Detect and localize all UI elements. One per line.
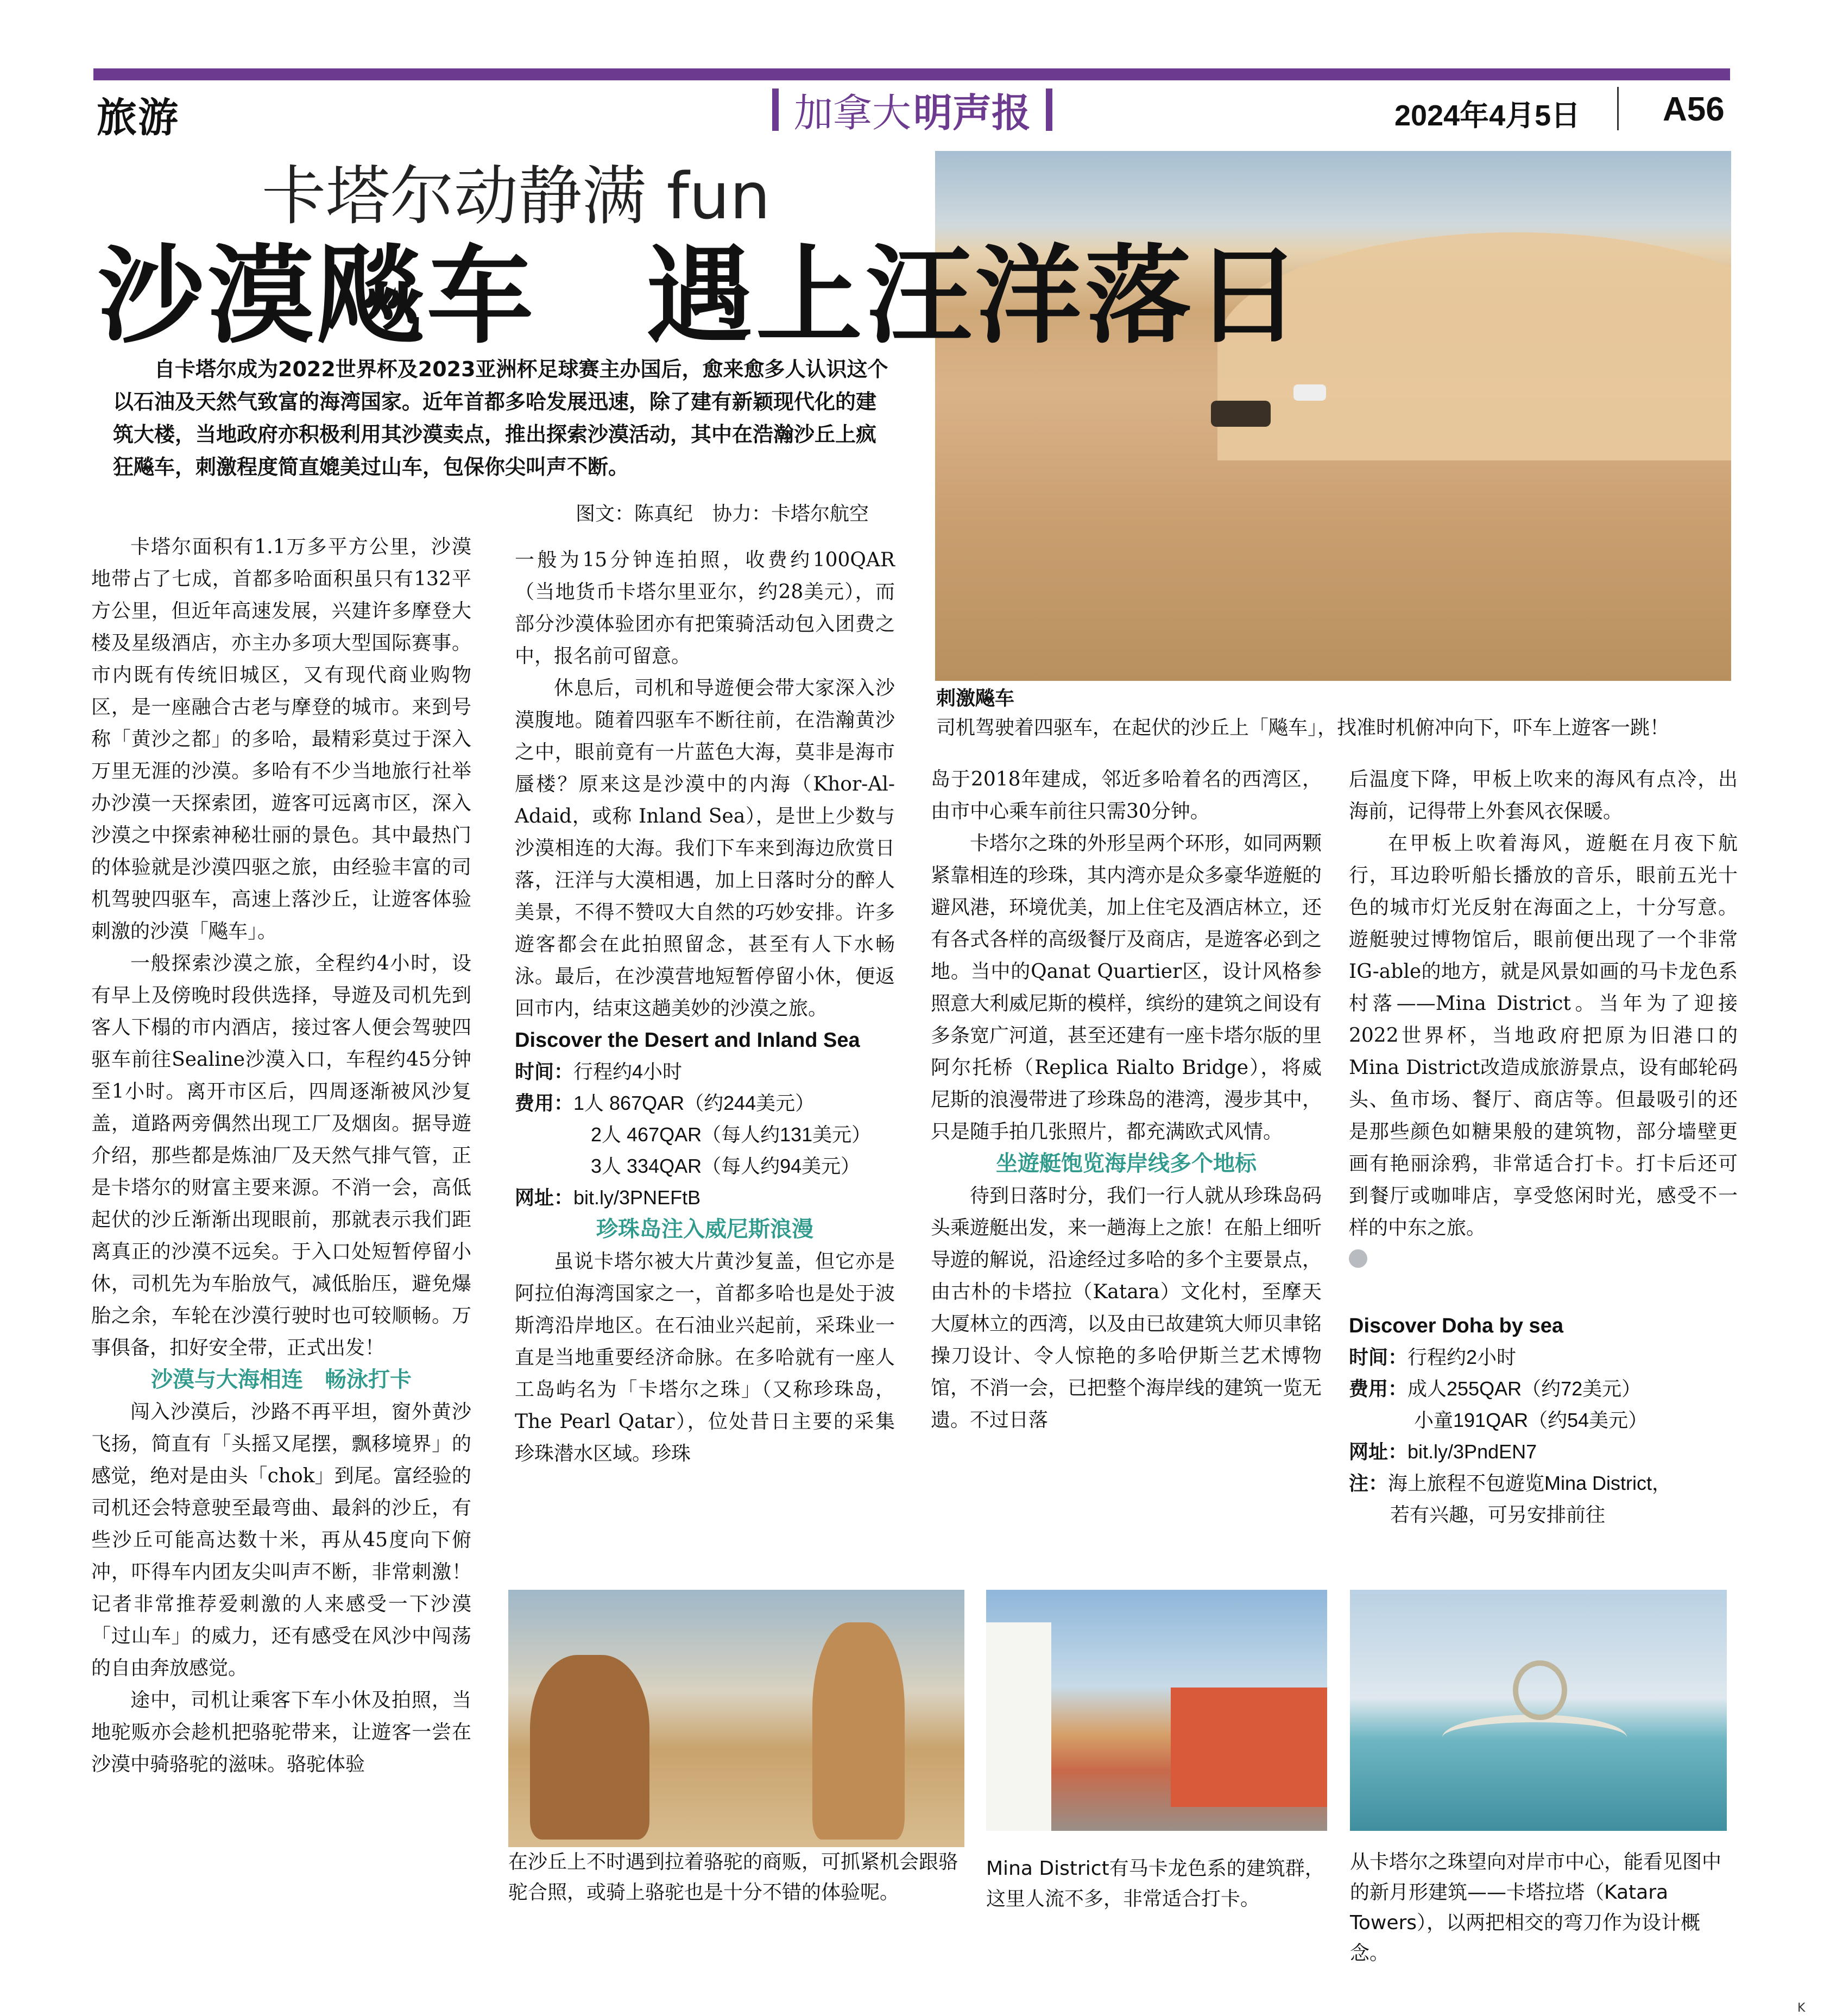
info-value: 2人 467QAR（每人约131美元） (591, 1123, 872, 1146)
info-label: 时间： (1349, 1346, 1408, 1368)
header-divider (1617, 87, 1619, 130)
body-column-4 (1349, 763, 1738, 1531)
issue-date: 2024年4月5日 (1394, 99, 1581, 132)
paragraph: 卡塔尔面积有1.1万多平方公里，沙漠地带占了七成，首都多哈面积虽只有132平方公里，但近年高速发展，兴建许多摩登大楼及星级酒店，亦主办多项大型国际赛事。市内既有传统旧城区，又有现代商业购物区，是一座融合古老与摩登的城市。来到号称「黄沙之都」的多哈，最精彩莫过于深入万里无涯的沙漠。多哈有不少当地旅行社举办沙漠一天探索团，遊客可远离市区，深入沙漠之中探索神秘壮丽的景色。其中最热门的体验就是沙漠四驱之旅，由经验丰富的司机驾驶四驱车，高速上落沙丘，让遊客体验刺激的沙漠「飚车」。 (91, 536, 471, 943)
paragraph: 一般为15分钟连拍照，收费约100QAR（当地货币卡塔尔里亚尔，约28美元），而部分沙漠体验团亦有把策骑活动包入团费之中，报名前可留意。 (515, 549, 895, 667)
masthead-name: 明声报 (913, 90, 1031, 136)
info-box-sea (1349, 1310, 1738, 1531)
tower-shape (1513, 1660, 1567, 1720)
buggy-shape (1211, 401, 1271, 427)
masthead-prefix: 加拿大 (793, 90, 911, 136)
paragraph: 岛于2018年建成，邻近多哈着名的西湾区，由市中心乘车前往只需30分钟。 (931, 768, 1322, 823)
header-rule (93, 68, 1730, 80)
paragraph: 虽说卡塔尔被大片黄沙复盖，但它亦是阿拉伯海湾国家之一，首都多哈也是处于波斯湾沿岸地区。在石油业兴起前，采珠业一直是当地重要经济命脉。在多哈就有一座人工岛屿名为「卡塔尔之珠」（又称珍珠岛，The Pearl Qatar），位处昔日主要的采集珍珠潜水区域。珍珠 (515, 1250, 895, 1465)
paragraph: 一般探索沙漠之旅，全程约4小时，设有早上及傍晚时段供选择，导遊及司机先到客人下榻的市内酒店，接过客人便会驾驶四驱车前往Sealine沙漠入口，车程约45分钟至1小时。离开市区后，四周逐渐被风沙复盖，道路两旁偶然出现工厂及烟囱。据导遊介绍，那些都是炼油厂及天然气排气管，正是卡塔尔的财富主要来源。不消一会，高低起伏的沙丘渐渐出现眼前，那就表示我们距离真正的沙漠不远矣。于入口处短暂停留小休，司机先为车胎放气，减低胎压，避免爆胎之余，车轮在沙漠行驶时也可较顺畅。万事俱备，扣好安全带，正式出发！ (91, 952, 471, 1359)
photo-caption: 在沙丘上不时遇到拉着骆驼的商贩，可抓紧机会跟骆驼合照，或骑上骆驼也是十分不错的体验呢。 (508, 1851, 958, 1904)
photo-caption: 从卡塔尔之珠望向对岸市中心，能看见图中的新月形建筑——卡塔拉塔（Katara Towers），以两把相交的弯刀作为设计概念。 (1350, 1851, 1722, 1964)
photo-camels (508, 1590, 964, 1847)
corner-mark: K (1797, 2001, 1806, 2015)
body-column-1 (91, 531, 471, 1780)
body-column-2 (515, 544, 895, 1470)
suv-shape (1293, 384, 1326, 401)
info-value: 成人255QAR（约72美元） (1408, 1377, 1642, 1400)
info-value: 小童191QAR（约54美元） (1414, 1409, 1648, 1431)
subheading: 坐遊艇饱览海岸线多个地标 (996, 1151, 1257, 1176)
info-title: Discover Doha by sea (1349, 1314, 1563, 1337)
info-value: 3人 334QAR（每人约94美元） (591, 1155, 861, 1177)
paragraph: 后温度下降，甲板上吹来的海风有点冷，出海前，记得带上外套风衣保暖。 (1349, 768, 1738, 823)
article-credit: 图文：陈真纪 协力：卡塔尔航空 (576, 503, 869, 525)
subheading: 沙漠与大海相连 畅泳打卡 (151, 1367, 412, 1392)
info-box-desert (515, 1025, 895, 1214)
info-label: 网址： (515, 1186, 574, 1209)
paragraph: 休息后，司机和导遊便会带大家深入沙漠腹地。随着四驱车不断往前，在浩瀚黄沙之中，眼前竟有一片蓝色大海，莫非是海市蜃楼？原来这是沙漠中的内海（Khor-Al-Adaid，或称 Inland Sea），是世上少数与沙漠相连的大海。我们下车来到海边欣赏日落，汪洋与大漠相遇，加上日落时分的醉人美景，不得不赞叹大自然的巧妙安排。许多遊客都会在此拍照留念，甚至有人下水畅泳。最后，在沙漠营地短暂停留小休，便返回市内，结束这趟美妙的沙漠之旅。 (515, 677, 895, 1020)
article-kicker: 卡塔尔动静满 fun (262, 159, 771, 233)
info-label: 网址： (1349, 1440, 1408, 1463)
paragraph: 卡塔尔之珠的外形呈两个环形，如同两颗紧靠相连的珍珠，其内湾亦是众多豪华遊艇的避风港，环境优美，加上住宅及酒店林立，还有各式各样的高级餐厅及商店，是遊客必到之地。当中的Qanat Quartier区，设计风格参照意大利威尼斯的模样，缤纷的建筑之间设有多条宽广河道，甚至还建有一座卡塔尔版的里阿尔托桥（Replica Rialto Bridge），将威尼斯的浪漫带进了珍珠岛的港湾，漫步其中，只是随手拍几张照片，都充满欧式风情。 (931, 832, 1322, 1143)
photo-katara-towers (1350, 1590, 1727, 1831)
info-value: 行程约4小时 (573, 1060, 683, 1083)
paragraph: 闯入沙漠后，沙路不再平坦，窗外黄沙飞扬，简直有「头摇又尾摆，飘移境界」的感觉，绝对是由头「chok」到尾。富经验的司机还会特意驶至最弯曲、最斜的沙丘，有些沙丘可能高达数十米，再从45度向下俯冲，吓得车内团友尖叫声不断，非常刺激！记者非常推荐爱刺激的人来感受一下沙漠「过山车」的威力，还有感受在风沙中闯荡的自由奔放感觉。 (91, 1401, 471, 1679)
building-shape (1171, 1688, 1327, 1807)
article-headline: 沙漠飚车 遇上汪洋落日 (98, 235, 1305, 358)
page-number: A56 (1663, 91, 1725, 128)
white-wall-shape (986, 1622, 1051, 1831)
camel-shape (812, 1622, 905, 1840)
info-title: Discover the Desert and Inland Sea (515, 1029, 860, 1052)
info-value: 若有兴趣，可另安排前往 (1390, 1503, 1606, 1526)
info-value: 1人 867QAR（约244美元） (573, 1092, 815, 1114)
hero-caption: 司机驾驶着四驱车，在起伏的沙丘上「飚车」，找准时机俯冲向下，吓车上遊客一跳！ (936, 717, 1670, 739)
info-link[interactable]: bit.ly/3PndEN7 (1408, 1440, 1537, 1463)
camel-shape (530, 1655, 649, 1840)
section-label: 旅游 (97, 94, 179, 141)
info-label: 费用： (1349, 1377, 1408, 1400)
paragraph: 在甲板上吹着海风，遊艇在月夜下航行，耳边聆听船长播放的音乐，眼前五光十色的城市灯光反射在海面之上，十分写意。遊艇驶过博物馆后，眼前便出现了一个非常IG-able的地方，就是风景如画的马卡龙色系村落——Mina District。当年为了迎接2022世界杯，当地政府把原为旧港口的Mina District改造成旅游景点，设有邮轮码头、鱼市场、餐厅、商店等。但最吸引的还是那些颜色如糖果般的建筑物，部分墙壁更画有艳丽涂鸦，非常适合打卡。打卡后还可到餐厅或咖啡店，享受悠闲时光，感受不一样的中东之旅。 (1349, 832, 1738, 1239)
info-value: 海上旅程不包遊览Mina District， (1388, 1472, 1672, 1494)
photo-mina-district (986, 1590, 1327, 1831)
info-value: 行程约2小时 (1408, 1346, 1517, 1368)
article-lede: 自卡塔尔成为2022世界杯及2023亚洲杯足球赛主办国后，愈来愈多人认识这个以石油及天然气致富的海湾国家。近年首都多哈发展迅速，除了建有新颖现代化的建筑大楼，当地政府亦积极利用其沙漠卖点，推出探索沙漠活动，其中在浩瀚沙丘上疯狂飚车，刺激程度简直媲美过山车，包保你尖叫声不断。 (113, 357, 888, 479)
body-column-3 (931, 763, 1322, 1436)
hero-caption-title: 刺激飚车 (936, 687, 1015, 710)
info-label: 时间： (515, 1060, 574, 1083)
end-mark-icon (1349, 1244, 1738, 1278)
info-label: 注： (1349, 1472, 1388, 1494)
masthead-bar-left (772, 89, 779, 131)
info-label: 费用： (515, 1092, 574, 1114)
photo-caption: Mina District有马卡龙色系的建筑群，这里人流不多，非常适合打卡。 (986, 1857, 1324, 1910)
masthead (739, 83, 1086, 137)
info-link[interactable]: bit.ly/3PNEFtB (573, 1186, 701, 1209)
masthead-bar-right (1046, 89, 1052, 131)
subheading: 珍珠岛注入威尼斯浪漫 (596, 1217, 813, 1242)
paragraph: 途中，司机让乘客下车小休及拍照，当地驼贩亦会趁机把骆驼带来，让遊客一尝在沙漠中骑骆驼的滋味。骆驼体验 (91, 1689, 471, 1775)
paragraph: 待到日落时分，我们一行人就从珍珠岛码头乘遊艇出发，来一趟海上之旅！在船上细听导遊的解说，沿途经过多哈的多个主要景点，由古朴的卡塔拉（Katara）文化村，至摩天大厦林立的西湾，以及由已故建筑大师贝聿铭操刀设计、令人惊艳的多哈伊斯兰艺术博物馆，不消一会，已把整个海岸线的建筑一览无遗。不过日落 (931, 1185, 1322, 1431)
bridge-shape (1442, 1715, 1627, 1760)
